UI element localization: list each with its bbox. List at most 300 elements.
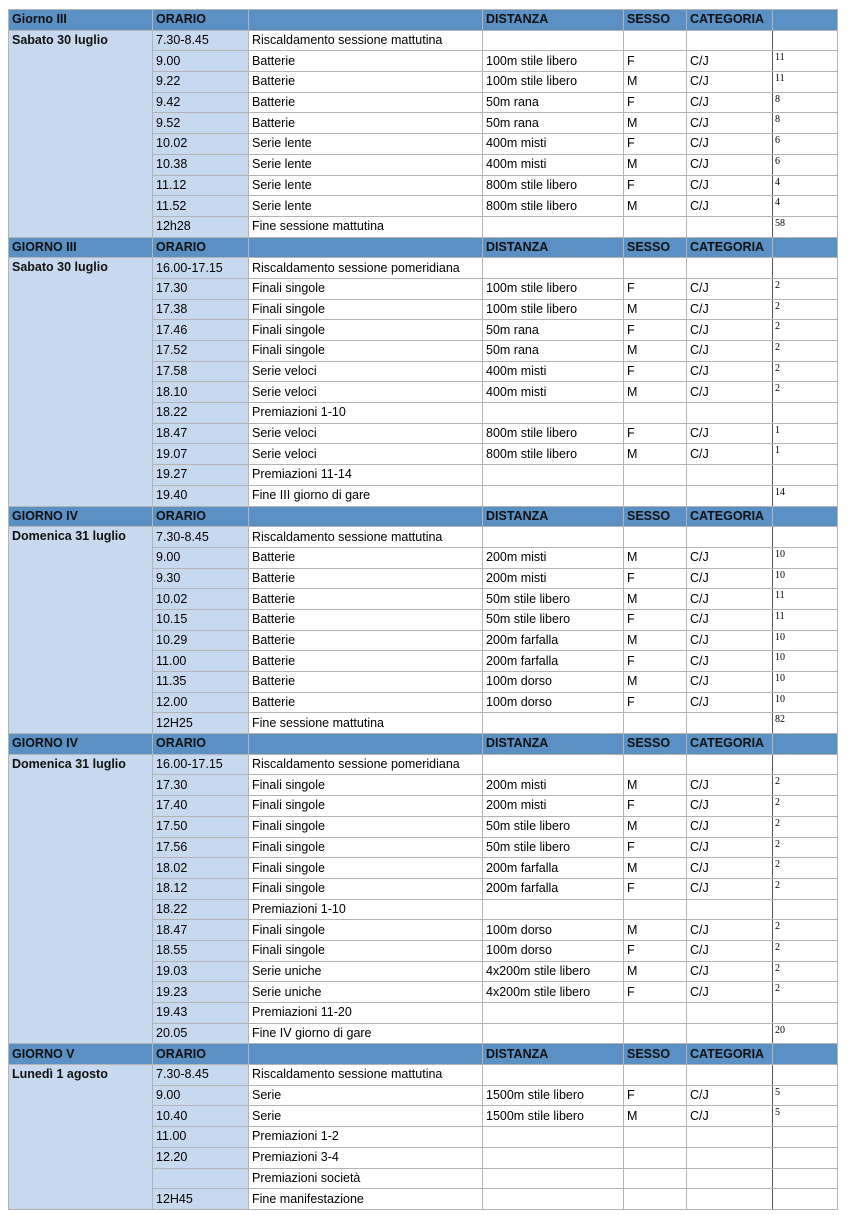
categoria-header: CATEGORIA	[687, 237, 773, 258]
count-cell: 10	[773, 692, 838, 713]
distance-cell	[483, 30, 624, 51]
time-cell: 11.35	[153, 672, 249, 693]
sex-cell: F	[624, 651, 687, 672]
time-cell: 11.00	[153, 1127, 249, 1148]
sex-cell: M	[624, 72, 687, 93]
category-cell	[687, 754, 773, 775]
event-cell: Finali singole	[249, 299, 483, 320]
categoria-header: CATEGORIA	[687, 506, 773, 527]
count-cell: 58	[773, 216, 838, 237]
event-cell: Premiazioni 1-10	[249, 899, 483, 920]
count-cell: 2	[773, 278, 838, 299]
category-cell	[687, 485, 773, 506]
category-cell: C/J	[687, 1106, 773, 1127]
event-cell: Serie veloci	[249, 361, 483, 382]
count-cell: 1	[773, 444, 838, 465]
count-cell: 2	[773, 816, 838, 837]
distance-cell: 100m stile libero	[483, 278, 624, 299]
sex-cell	[624, 30, 687, 51]
event-cell: Batterie	[249, 692, 483, 713]
event-cell: Serie	[249, 1085, 483, 1106]
count-cell	[773, 1147, 838, 1168]
sex-cell	[624, 754, 687, 775]
distance-cell: 50m stile libero	[483, 816, 624, 837]
distance-cell: 800m stile libero	[483, 196, 624, 217]
day-label: GIORNO III	[9, 237, 153, 258]
time-cell: 10.02	[153, 589, 249, 610]
category-cell: C/J	[687, 51, 773, 72]
time-cell: 7.30-8.45	[153, 527, 249, 548]
time-cell: 19.40	[153, 485, 249, 506]
count-cell: 5	[773, 1106, 838, 1127]
count-cell	[773, 527, 838, 548]
distance-cell	[483, 1147, 624, 1168]
event-cell: Riscaldamento sessione mattutina	[249, 1065, 483, 1086]
event-cell: Serie veloci	[249, 444, 483, 465]
time-cell: 9.00	[153, 51, 249, 72]
event-cell: Premiazioni 1-2	[249, 1127, 483, 1148]
time-cell: 17.30	[153, 775, 249, 796]
event-cell: Premiazioni 11-20	[249, 1003, 483, 1024]
event-cell: Serie veloci	[249, 423, 483, 444]
time-cell: 12.20	[153, 1147, 249, 1168]
sex-cell: M	[624, 382, 687, 403]
category-cell: C/J	[687, 382, 773, 403]
count-cell: 11	[773, 72, 838, 93]
day-header-row	[9, 237, 838, 258]
count-cell: 2	[773, 837, 838, 858]
distance-cell: 50m stile libero	[483, 609, 624, 630]
time-cell: 17.58	[153, 361, 249, 382]
day-label: GIORNO V	[9, 1044, 153, 1065]
event-cell: Finali singole	[249, 878, 483, 899]
event-cell: Finali singole	[249, 775, 483, 796]
count-cell: 2	[773, 961, 838, 982]
event-cell: Premiazioni 11-14	[249, 465, 483, 486]
category-cell: C/J	[687, 858, 773, 879]
category-cell: C/J	[687, 796, 773, 817]
distanza-header: DISTANZA	[483, 10, 624, 31]
category-cell	[687, 1003, 773, 1024]
event-cell: Riscaldamento sessione pomeridiana	[249, 754, 483, 775]
sex-cell: M	[624, 196, 687, 217]
distanza-header: DISTANZA	[483, 506, 624, 527]
event-cell: Batterie	[249, 630, 483, 651]
time-cell: 9.00	[153, 547, 249, 568]
sex-cell: M	[624, 920, 687, 941]
count-cell	[773, 754, 838, 775]
count-cell	[773, 1189, 838, 1210]
time-cell: 17.56	[153, 837, 249, 858]
time-cell: 18.47	[153, 423, 249, 444]
time-cell: 18.47	[153, 920, 249, 941]
distance-cell: 1500m stile libero	[483, 1106, 624, 1127]
category-cell: C/J	[687, 589, 773, 610]
category-cell	[687, 1168, 773, 1189]
sesso-header: SESSO	[624, 237, 687, 258]
event-cell: Batterie	[249, 609, 483, 630]
category-cell: C/J	[687, 940, 773, 961]
count-cell: 2	[773, 382, 838, 403]
distance-cell	[483, 1189, 624, 1210]
header-blank	[249, 506, 483, 527]
category-cell: C/J	[687, 692, 773, 713]
count-cell	[773, 899, 838, 920]
distance-cell: 100m dorso	[483, 672, 624, 693]
category-cell	[687, 1023, 773, 1044]
day-date: Domenica 31 luglio	[9, 527, 153, 734]
distance-cell: 100m dorso	[483, 692, 624, 713]
sex-cell	[624, 1127, 687, 1148]
time-cell: 10.02	[153, 134, 249, 155]
category-cell: C/J	[687, 878, 773, 899]
category-cell: C/J	[687, 961, 773, 982]
header-blank	[249, 237, 483, 258]
sex-cell: M	[624, 299, 687, 320]
category-cell: C/J	[687, 920, 773, 941]
sex-cell: F	[624, 568, 687, 589]
event-cell: Premiazioni società	[249, 1168, 483, 1189]
category-cell: C/J	[687, 651, 773, 672]
category-cell	[687, 1127, 773, 1148]
sex-cell: M	[624, 154, 687, 175]
category-cell: C/J	[687, 175, 773, 196]
category-cell	[687, 1189, 773, 1210]
sex-cell: F	[624, 940, 687, 961]
header-blank	[773, 10, 838, 31]
category-cell: C/J	[687, 196, 773, 217]
time-cell: 17.52	[153, 341, 249, 362]
count-cell: 2	[773, 858, 838, 879]
sex-cell	[624, 403, 687, 424]
table-row	[9, 258, 838, 279]
count-cell: 2	[773, 940, 838, 961]
sex-cell: F	[624, 92, 687, 113]
distance-cell	[483, 713, 624, 734]
header-blank	[249, 734, 483, 755]
event-cell: Serie lente	[249, 175, 483, 196]
sex-cell: M	[624, 672, 687, 693]
category-cell: C/J	[687, 982, 773, 1003]
distance-cell	[483, 1065, 624, 1086]
category-cell: C/J	[687, 154, 773, 175]
table-row	[9, 30, 838, 51]
table-row	[9, 754, 838, 775]
event-cell: Batterie	[249, 672, 483, 693]
event-cell: Batterie	[249, 651, 483, 672]
sex-cell	[624, 258, 687, 279]
distance-cell: 200m farfalla	[483, 630, 624, 651]
distance-cell: 200m farfalla	[483, 651, 624, 672]
sesso-header: SESSO	[624, 734, 687, 755]
sesso-header: SESSO	[624, 10, 687, 31]
event-cell: Batterie	[249, 92, 483, 113]
category-cell: C/J	[687, 775, 773, 796]
time-cell: 10.29	[153, 630, 249, 651]
category-cell: C/J	[687, 547, 773, 568]
event-cell: Finali singole	[249, 940, 483, 961]
distance-cell	[483, 1023, 624, 1044]
time-cell: 17.46	[153, 320, 249, 341]
category-cell	[687, 713, 773, 734]
time-cell: 7.30-8.45	[153, 1065, 249, 1086]
count-cell: 14	[773, 485, 838, 506]
category-cell	[687, 30, 773, 51]
category-cell: C/J	[687, 278, 773, 299]
time-cell: 7.30-8.45	[153, 30, 249, 51]
count-cell: 2	[773, 796, 838, 817]
time-cell: 11.12	[153, 175, 249, 196]
category-cell: C/J	[687, 672, 773, 693]
time-cell: 10.38	[153, 154, 249, 175]
time-cell: 19.23	[153, 982, 249, 1003]
distance-cell: 200m misti	[483, 568, 624, 589]
count-cell	[773, 1168, 838, 1189]
time-cell	[153, 1168, 249, 1189]
time-cell: 12.00	[153, 692, 249, 713]
time-cell: 19.03	[153, 961, 249, 982]
sesso-header: SESSO	[624, 506, 687, 527]
time-cell: 17.40	[153, 796, 249, 817]
event-cell: Fine manifestazione	[249, 1189, 483, 1210]
distance-cell: 50m rana	[483, 113, 624, 134]
event-cell: Finali singole	[249, 837, 483, 858]
time-cell: 12H45	[153, 1189, 249, 1210]
sex-cell	[624, 216, 687, 237]
count-cell	[773, 30, 838, 51]
event-cell: Fine III giorno di gare	[249, 485, 483, 506]
category-cell: C/J	[687, 299, 773, 320]
category-cell: C/J	[687, 568, 773, 589]
distance-cell: 200m misti	[483, 775, 624, 796]
distance-cell: 50m rana	[483, 320, 624, 341]
sex-cell: M	[624, 444, 687, 465]
time-cell: 18.55	[153, 940, 249, 961]
event-cell: Finali singole	[249, 341, 483, 362]
header-blank	[773, 734, 838, 755]
count-cell: 11	[773, 51, 838, 72]
category-cell: C/J	[687, 92, 773, 113]
table-row	[9, 1065, 838, 1086]
sex-cell: M	[624, 775, 687, 796]
sex-cell: F	[624, 878, 687, 899]
day-header-row	[9, 734, 838, 755]
count-cell: 2	[773, 775, 838, 796]
time-cell: 19.07	[153, 444, 249, 465]
event-cell: Batterie	[249, 589, 483, 610]
distance-cell: 200m misti	[483, 547, 624, 568]
sex-cell: M	[624, 630, 687, 651]
event-cell: Serie veloci	[249, 382, 483, 403]
category-cell: C/J	[687, 1085, 773, 1106]
sesso-header: SESSO	[624, 1044, 687, 1065]
count-cell	[773, 258, 838, 279]
event-cell: Serie	[249, 1106, 483, 1127]
orario-header: ORARIO	[153, 1044, 249, 1065]
count-cell: 82	[773, 713, 838, 734]
time-cell: 19.27	[153, 465, 249, 486]
count-cell	[773, 1127, 838, 1148]
sex-cell	[624, 1189, 687, 1210]
event-cell: Batterie	[249, 113, 483, 134]
categoria-header: CATEGORIA	[687, 1044, 773, 1065]
event-cell: Serie uniche	[249, 961, 483, 982]
day-label: GIORNO IV	[9, 506, 153, 527]
category-cell	[687, 1147, 773, 1168]
distance-cell: 100m dorso	[483, 940, 624, 961]
sex-cell: F	[624, 175, 687, 196]
time-cell: 20.05	[153, 1023, 249, 1044]
count-cell: 10	[773, 547, 838, 568]
count-cell: 6	[773, 154, 838, 175]
distance-cell: 50m rana	[483, 92, 624, 113]
time-cell: 11.00	[153, 651, 249, 672]
distanza-header: DISTANZA	[483, 734, 624, 755]
distance-cell: 800m stile libero	[483, 444, 624, 465]
sex-cell	[624, 1147, 687, 1168]
event-cell: Finali singole	[249, 816, 483, 837]
event-cell: Batterie	[249, 547, 483, 568]
day-header-row	[9, 1044, 838, 1065]
time-cell: 9.42	[153, 92, 249, 113]
count-cell: 1	[773, 423, 838, 444]
event-cell: Finali singole	[249, 920, 483, 941]
distance-cell: 1500m stile libero	[483, 1085, 624, 1106]
distance-cell: 200m farfalla	[483, 858, 624, 879]
distance-cell: 400m misti	[483, 361, 624, 382]
event-cell: Riscaldamento sessione mattutina	[249, 527, 483, 548]
event-cell: Serie lente	[249, 134, 483, 155]
category-cell: C/J	[687, 72, 773, 93]
day-label: GIORNO IV	[9, 734, 153, 755]
sex-cell	[624, 465, 687, 486]
category-cell: C/J	[687, 113, 773, 134]
distance-cell: 800m stile libero	[483, 175, 624, 196]
sex-cell: F	[624, 837, 687, 858]
time-cell: 9.00	[153, 1085, 249, 1106]
distance-cell	[483, 258, 624, 279]
sex-cell	[624, 899, 687, 920]
count-cell: 2	[773, 878, 838, 899]
time-cell: 16.00-17.15	[153, 754, 249, 775]
event-cell: Finali singole	[249, 320, 483, 341]
distance-cell	[483, 403, 624, 424]
event-cell: Finali singole	[249, 278, 483, 299]
event-cell: Fine sessione mattutina	[249, 713, 483, 734]
category-cell: C/J	[687, 837, 773, 858]
distance-cell: 200m farfalla	[483, 878, 624, 899]
distanza-header: DISTANZA	[483, 237, 624, 258]
category-cell	[687, 465, 773, 486]
time-cell: 10.15	[153, 609, 249, 630]
categoria-header: CATEGORIA	[687, 734, 773, 755]
header-blank	[773, 1044, 838, 1065]
category-cell	[687, 258, 773, 279]
time-cell: 17.30	[153, 278, 249, 299]
distance-cell: 800m stile libero	[483, 423, 624, 444]
category-cell	[687, 216, 773, 237]
time-cell: 18.02	[153, 858, 249, 879]
count-cell	[773, 465, 838, 486]
event-cell: Premiazioni 3-4	[249, 1147, 483, 1168]
time-cell: 18.10	[153, 382, 249, 403]
table-row	[9, 527, 838, 548]
distance-cell	[483, 754, 624, 775]
orario-header: ORARIO	[153, 734, 249, 755]
distance-cell: 100m stile libero	[483, 72, 624, 93]
category-cell	[687, 527, 773, 548]
count-cell: 2	[773, 299, 838, 320]
sex-cell: F	[624, 609, 687, 630]
sex-cell: F	[624, 423, 687, 444]
category-cell	[687, 899, 773, 920]
distance-cell: 100m stile libero	[483, 51, 624, 72]
count-cell: 10	[773, 651, 838, 672]
count-cell: 4	[773, 196, 838, 217]
count-cell: 20	[773, 1023, 838, 1044]
count-cell: 6	[773, 134, 838, 155]
sex-cell	[624, 1003, 687, 1024]
sex-cell: M	[624, 858, 687, 879]
event-cell: Batterie	[249, 51, 483, 72]
event-cell: Batterie	[249, 568, 483, 589]
header-blank	[773, 237, 838, 258]
time-cell: 10.40	[153, 1106, 249, 1127]
sex-cell: F	[624, 982, 687, 1003]
sex-cell	[624, 527, 687, 548]
time-cell: 9.52	[153, 113, 249, 134]
distance-cell	[483, 1127, 624, 1148]
distance-cell: 100m dorso	[483, 920, 624, 941]
event-cell: Fine IV giorno di gare	[249, 1023, 483, 1044]
sex-cell	[624, 713, 687, 734]
sex-cell: F	[624, 1085, 687, 1106]
time-cell: 17.38	[153, 299, 249, 320]
day-date: Sabato 30 luglio	[9, 258, 153, 506]
event-cell: Serie lente	[249, 154, 483, 175]
count-cell: 2	[773, 982, 838, 1003]
orario-header: ORARIO	[153, 506, 249, 527]
category-cell: C/J	[687, 423, 773, 444]
sex-cell: M	[624, 1106, 687, 1127]
header-blank	[249, 1044, 483, 1065]
count-cell	[773, 1065, 838, 1086]
category-cell: C/J	[687, 444, 773, 465]
categoria-header: CATEGORIA	[687, 10, 773, 31]
category-cell: C/J	[687, 361, 773, 382]
time-cell: 9.30	[153, 568, 249, 589]
sex-cell: M	[624, 589, 687, 610]
category-cell	[687, 1065, 773, 1086]
distance-cell: 50m stile libero	[483, 837, 624, 858]
category-cell: C/J	[687, 341, 773, 362]
time-cell: 16.00-17.15	[153, 258, 249, 279]
day-date: Lunedì 1 agosto	[9, 1065, 153, 1210]
sex-cell: F	[624, 51, 687, 72]
sex-cell: F	[624, 361, 687, 382]
distance-cell	[483, 527, 624, 548]
count-cell: 2	[773, 341, 838, 362]
time-cell: 9.22	[153, 72, 249, 93]
header-blank	[249, 10, 483, 31]
count-cell: 5	[773, 1085, 838, 1106]
count-cell: 2	[773, 320, 838, 341]
distance-cell: 50m rana	[483, 341, 624, 362]
category-cell: C/J	[687, 320, 773, 341]
sex-cell: F	[624, 692, 687, 713]
category-cell: C/J	[687, 816, 773, 837]
event-cell: Batterie	[249, 72, 483, 93]
